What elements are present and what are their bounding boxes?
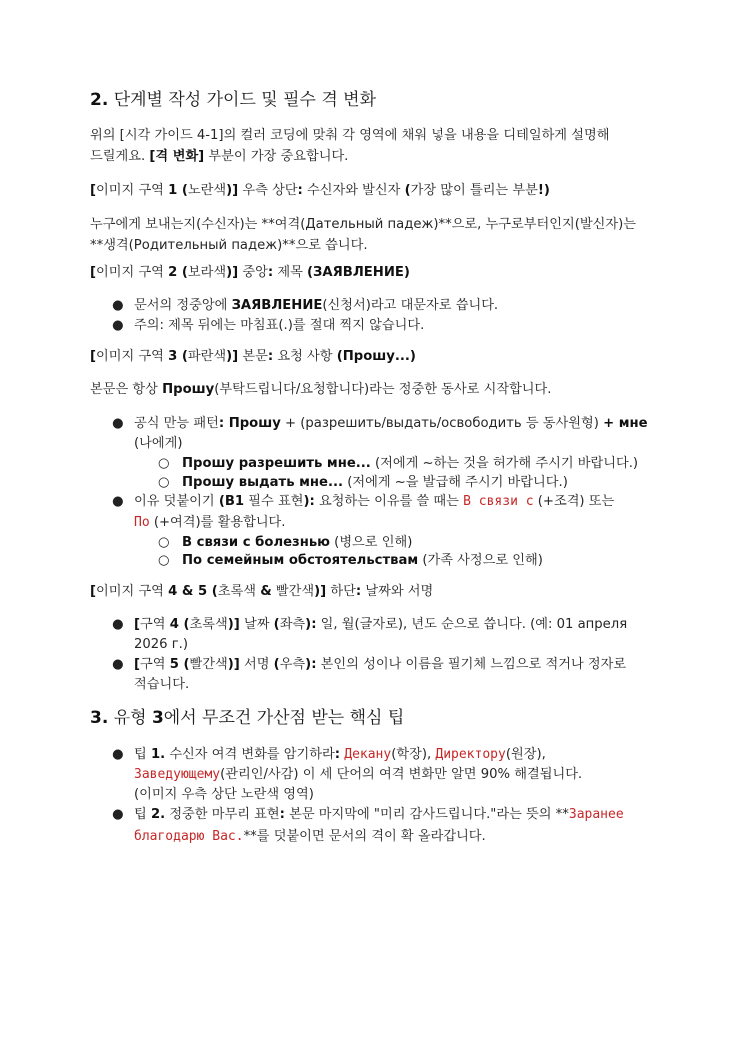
section-2-heading: 2. 단계별 작성 가이드 및 필수 격 변화: [90, 90, 377, 110]
bullet-circle: ○: [158, 475, 170, 490]
bullet-dot: ●: [112, 416, 124, 431]
zone-1-body-2: **생격(Родительный падеж)**으로 씁니다.: [90, 238, 368, 253]
zone-45-item-2: [구역 5 (빨간색)] 서명 (우측): 본인의 성이나 이름을 필기체 느낌으로 적거나 정자로: [134, 657, 627, 672]
zone-3-example-2: Прошу выдать мне... (저에게 ~을 발급해 주시기 바랍니다.): [182, 475, 568, 490]
zone-45-item-1-cont: 2026 г.): [134, 637, 189, 652]
zone-2-heading: [이미지 구역 2 (보라색)] 중앙: 제목 (ЗАЯВЛЕНИЕ): [90, 265, 410, 280]
zone-3-reason-example-2: По семейным обстоятельствам (가족 사정으로 인해): [182, 553, 543, 568]
tip-2: 팁 2. 정중한 마무리 표현: 본문 마지막에 "미리 감사드립니다."라는 뜻의 **Заранее: [134, 807, 624, 822]
bullet-circle: ○: [158, 456, 170, 471]
intro-line-1: 위의 [시각 가이드 4-1]의 컬러 코딩에 맞춰 각 영역에 채워 넣을 내용을 디테일하게 설명해: [90, 128, 610, 143]
zone-2-item-1: 문서의 정중앙에 ЗАЯВЛЕНИЕ(신청서)라고 대문자로 씁니다.: [134, 298, 499, 313]
zone-3-formula-cont: (나에게): [134, 436, 183, 451]
tip-2-cont: благодарю Вас.**를 덧붙이면 문서의 격이 확 올라갑니다.: [134, 829, 486, 844]
bullet-dot: ●: [112, 494, 124, 509]
bullet-circle: ○: [158, 535, 170, 550]
zone-3-reason-example-1: В связи с болезнью (병으로 인해): [182, 535, 413, 550]
zone-45-item-1: [구역 4 (초록색)] 날짜 (좌측): 일, 월(글자로), 년도 순으로 씁니다. (예: 01 апреля: [134, 617, 628, 632]
bullet-dot: ●: [112, 318, 124, 333]
tip-1-note: (이미지 우측 상단 노란색 영역): [134, 787, 314, 802]
intro-line-2: 드릴게요. [격 변화] 부분이 가장 중요합니다.: [90, 149, 349, 164]
zone-1-heading: [이미지 구역 1 (노란색)] 우측 상단: 수신자와 발신자 (가장 많이 틀리는 부분!): [90, 183, 550, 198]
bullet-dot: ●: [112, 747, 124, 762]
zone-3-formula: 공식 만능 패턴: Прошу + (разрешить/выдать/освободить 등 동사원형) + мне: [134, 416, 648, 431]
bullet-dot: ●: [112, 657, 124, 672]
zone-3-example-1: Прошу разрешить мне... (저에게 ~하는 것을 허가해 주시기 바랍니다.): [182, 456, 639, 471]
zone-3-heading: [이미지 구역 3 (파란색)] 본문: 요청 사항 (Прошу...): [90, 349, 416, 364]
zone-45-item-2-cont: 적습니다.: [134, 677, 190, 692]
tip-1: 팁 1. 수신자 여격 변화를 암기하라: Декану(학장), Директору(원장),: [134, 747, 546, 762]
zone-2-item-2: 주의: 제목 뒤에는 마침표(.)를 절대 찍지 않습니다.: [134, 318, 425, 333]
section-3-heading: 3. 유형 3에서 무조건 가산점 받는 핵심 팁: [90, 708, 405, 728]
zone-3-reason: 이유 덧붙이기 (B1 필수 표현): 요청하는 이유를 쓸 때는 В связи с (+조격) 또는: [134, 494, 615, 509]
tip-1-cont: Заведующему(관리인/사감) 이 세 단어의 여격 변화만 알면 90% 해결됩니다.: [134, 767, 583, 782]
bullet-dot: ●: [112, 298, 124, 313]
bullet-circle: ○: [158, 553, 170, 568]
zone-1-body-1: 누구에게 보내는지(수신자)는 **여격(Дательный падеж)**으로, 누구로부터인지(발신자)는: [90, 217, 636, 232]
bullet-dot: ●: [112, 807, 124, 822]
zone-45-heading: [이미지 구역 4 & 5 (초록색 & 빨간색)] 하단: 날짜와 서명: [90, 584, 434, 599]
zone-3-intro: 본문은 항상 Прошу(부탁드립니다/요청합니다)라는 정중한 동사로 시작합니다.: [90, 382, 552, 397]
zone-3-reason-cont: По (+여격)를 활용합니다.: [134, 515, 286, 530]
bullet-dot: ●: [112, 617, 124, 632]
